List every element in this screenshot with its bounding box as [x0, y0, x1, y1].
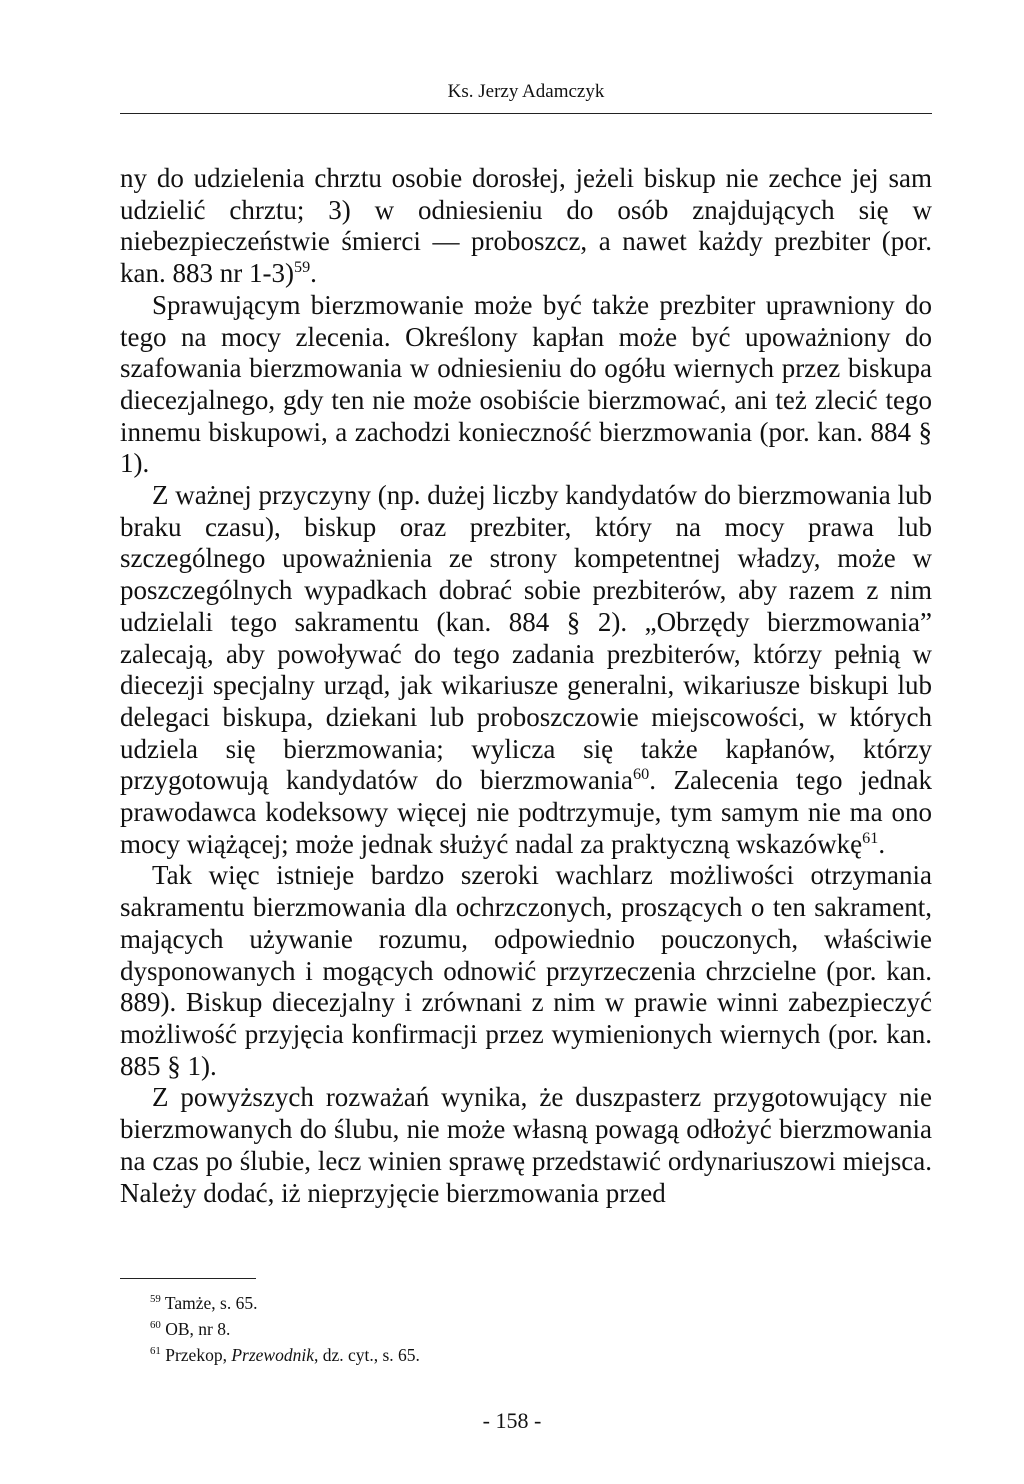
footnote-number: 59	[150, 1293, 161, 1306]
paragraph	[120, 480, 932, 860]
footnote-ref: 60	[633, 765, 650, 784]
paragraph	[120, 163, 932, 290]
paragraph-text: ny do udzielenia chrztu osobie dorosłej, jeżeli biskup nie zechce jej sam udzielić chrztu; 3) w odniesieniu do osób znajdujących się w niebezpieczeństwie śmierci — proboszcz, a nawet każdy prezbiter (por. kan. 883 nr 1-3)	[120, 163, 932, 289]
paragraph	[120, 1082, 932, 1209]
paragraph-text: .	[878, 828, 886, 859]
footnote-text: , dz. cyt., s. 65.	[313, 1345, 420, 1365]
paragraph-text: Z ważnej przyczyny (np. dużej liczby kandydatów do bierzmowania lub braku czasu), biskup oraz prezbiter, który na mocy prawa lub szczególnego upoważnienia ze strony kompetentnej władzy, może w poszczególnych wypadkach dobrać sobie prezbiterów, aby razem z nim udzielali tego sakramentu (kan. 884 § 2). „Obrzędy bierzmowania” zalecają, aby powoływać do tego zadania prezbiterów, którzy pełnią w diecezji specjalny urząd, jak wikariusze generalni, wikariusze biskupi lub delegaci biskupa, dziekani lub proboszczowie miejscowości, w których udziela się bierzmowania; wylicza się także kapłanów, którzy przygotowują kandydatów do bierzmowania	[120, 480, 932, 796]
paragraph-text: .	[310, 258, 317, 289]
paragraph	[120, 290, 932, 480]
footnote-title: Przewodnik	[231, 1345, 314, 1365]
footnote-ref: 59	[293, 258, 311, 277]
footnote-ref: 61	[862, 828, 879, 847]
footnote	[150, 1290, 932, 1316]
footnotes	[120, 1290, 932, 1368]
footnote	[150, 1342, 932, 1368]
paragraph-text: Tak więc istnieje bardzo szeroki wachlarz możliwości otrzymania sakramentu bierzmowania dla ochrzczonych, proszących o ten sakrament, mających używanie rozumu, odpowiednio pouczonych, właściwie dysponowanych i mogących odnowić przyrzeczenia chrzcielne (por. kan. 889). Biskup diecezjalny i zrównani z nim w prawie winni zabezpieczyć możliwość przyjęcia konfirmacji przez wymienionych wiernych (por. kan. 885 § 1).	[120, 860, 932, 1081]
footnote-number: 61	[150, 1345, 161, 1358]
footnote-text: OB, nr 8.	[165, 1319, 231, 1339]
footnote-number: 60	[150, 1319, 161, 1332]
page-number: - 158 -	[482, 1408, 542, 1433]
paragraph-text: Z powyższych rozważań wynika, że duszpasterz przygotowujący nie bierzmowanych do ślubu, nie może własną powagą odłożyć bierzmowania na czas po ślubie, lecz winien sprawę przedstawić ordynariuszowi miejsca. Należy dodać, iż nieprzyjęcie bierzmowania przed	[120, 1082, 932, 1208]
header-rule	[120, 113, 932, 114]
paragraph-text: . Zalecenia tego jednak prawodawca kodeksowy więcej nie podtrzymuje, tym samym nie ma ono mocy wiążącej; może jednak służyć nadal za praktyczną wskazówkę	[120, 765, 933, 859]
footnote	[150, 1316, 932, 1342]
paragraph	[120, 860, 932, 1082]
footnote-rule	[120, 1278, 256, 1279]
running-head: Ks. Jerzy Adamczyk	[447, 81, 605, 102]
footnote-text: Tamże, s. 65.	[164, 1293, 258, 1313]
paragraph-text: Sprawującym bierzmowanie może być także prezbiter uprawniony do tego na mocy zlecenia. Określony kapłan może być upoważniony do szafowania bierzmowania w odniesieniu do ogółu wiernych przez biskupa diecezjalnego, gdy ten nie może osobiście bierzmować, ani też zlecić tego innemu biskupowi, a zachodzi konieczność bierzmowania (por. kan. 884 § 1).	[120, 289, 932, 479]
body-text	[120, 163, 932, 1209]
footnote-text: Przekop,	[165, 1345, 232, 1365]
